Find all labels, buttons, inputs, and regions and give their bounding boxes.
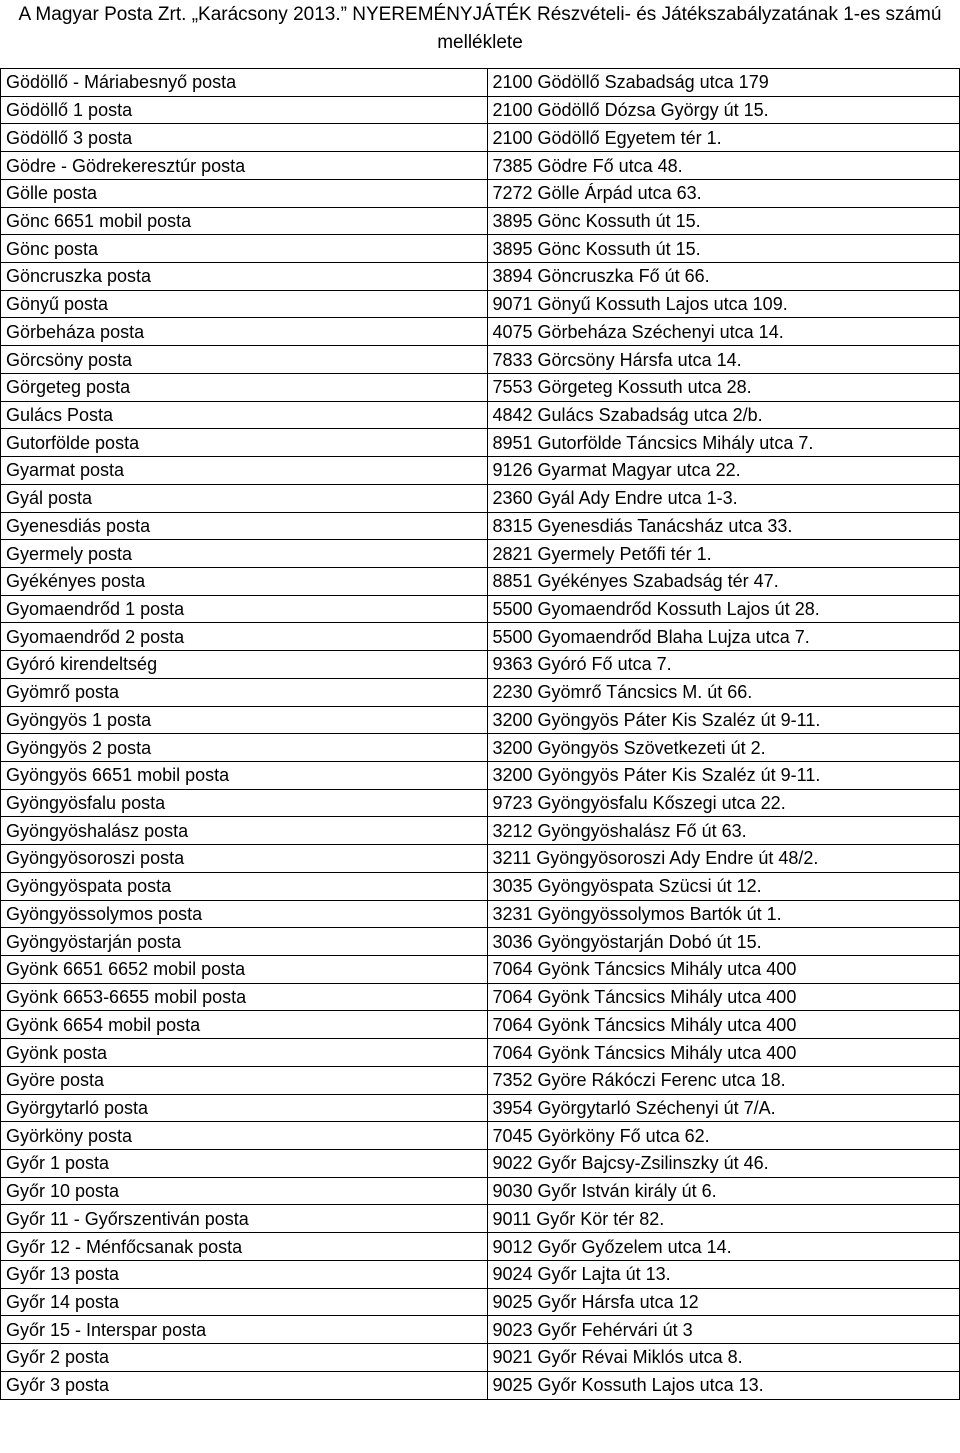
post-office-address: 7833 Görcsöny Hársfa utca 14. — [487, 346, 960, 374]
post-office-address: 2230 Gyömrő Táncsics M. út 66. — [487, 678, 960, 706]
table-row — [1, 1177, 960, 1205]
post-office-name: Győr 15 - Interspar posta — [1, 1316, 488, 1344]
table-row — [1, 1288, 960, 1316]
table-row — [1, 179, 960, 207]
table-row — [1, 235, 960, 263]
post-office-address: 7045 Györköny Fő utca 62. — [487, 1122, 960, 1150]
table-row — [1, 484, 960, 512]
table-row — [1, 1233, 960, 1261]
post-office-name: Gönyű posta — [1, 290, 488, 318]
table-row — [1, 1094, 960, 1122]
post-office-address: 2821 Gyermely Petőfi tér 1. — [487, 540, 960, 568]
post-office-name: Gyermely posta — [1, 540, 488, 568]
table-row — [1, 651, 960, 679]
post-office-name: Gyenesdiás posta — [1, 512, 488, 540]
table-row — [1, 373, 960, 401]
post-office-address: 8315 Gyenesdiás Tanácsház utca 33. — [487, 512, 960, 540]
page-title: A Magyar Posta Zrt. „Karácsony 2013.” NYEREMÉNYJÁTÉK Részvételi- és Játékszabályzatának 1-es számú melléklete — [18, 4, 942, 53]
post-office-name: Gödöllő 1 posta — [1, 96, 488, 124]
table-row — [1, 595, 960, 623]
post-office-name: Gönc posta — [1, 235, 488, 263]
post-office-address: 7272 Gölle Árpád utca 63. — [487, 179, 960, 207]
table-row — [1, 96, 960, 124]
post-office-name: Győr 1 posta — [1, 1150, 488, 1178]
post-office-name: Gyönk 6653-6655 mobil posta — [1, 983, 488, 1011]
table-row — [1, 152, 960, 180]
post-office-address: 9025 Győr Kossuth Lajos utca 13. — [487, 1371, 960, 1399]
post-office-address: 9025 Győr Hársfa utca 12 — [487, 1288, 960, 1316]
table-row — [1, 817, 960, 845]
post-office-name: Gyál posta — [1, 484, 488, 512]
table-row — [1, 678, 960, 706]
post-office-address: 7064 Gyönk Táncsics Mihály utca 400 — [487, 1039, 960, 1067]
post-office-address: 9011 Győr Kör tér 82. — [487, 1205, 960, 1233]
post-office-name: Gödre - Gödrekeresztúr posta — [1, 152, 488, 180]
post-office-address: 9024 Győr Lajta út 13. — [487, 1260, 960, 1288]
table-row — [1, 734, 960, 762]
post-office-address: 5500 Gyomaendrőd Blaha Lujza utca 7. — [487, 623, 960, 651]
post-office-address: 3231 Gyöngyössolymos Bartók út 1. — [487, 900, 960, 928]
post-office-name: Győr 11 - Győrszentiván posta — [1, 1205, 488, 1233]
post-office-name: Gulács Posta — [1, 401, 488, 429]
table-row — [1, 900, 960, 928]
post-office-name: Gölle posta — [1, 179, 488, 207]
post-office-address: 2100 Gödöllő Egyetem tér 1. — [487, 124, 960, 152]
post-office-address: 3895 Gönc Kossuth út 15. — [487, 207, 960, 235]
table-row — [1, 1066, 960, 1094]
post-office-name: Gyomaendrőd 1 posta — [1, 595, 488, 623]
post-office-name: Győr 2 posta — [1, 1344, 488, 1372]
table-row — [1, 401, 960, 429]
post-office-address: 7064 Gyönk Táncsics Mihály utca 400 — [487, 956, 960, 984]
post-office-name: Görcsöny posta — [1, 346, 488, 374]
table-row — [1, 845, 960, 873]
post-office-name: Gyöngyössolymos posta — [1, 900, 488, 928]
post-office-address: 9012 Győr Győzelem utca 14. — [487, 1233, 960, 1261]
post-office-name: Görgeteg posta — [1, 373, 488, 401]
post-office-name: Gyöngyöshalász posta — [1, 817, 488, 845]
post-office-name: Gyarmat posta — [1, 457, 488, 485]
post-office-address: 3954 Györgytarló Széchenyi út 7/A. — [487, 1094, 960, 1122]
post-office-name: Gyönk 6654 mobil posta — [1, 1011, 488, 1039]
post-office-name: Győr 10 posta — [1, 1177, 488, 1205]
post-office-name: Gyöngyöspata posta — [1, 872, 488, 900]
post-office-address: 3895 Gönc Kossuth út 15. — [487, 235, 960, 263]
post-office-name: Gutorfölde posta — [1, 429, 488, 457]
post-office-address: 9126 Gyarmat Magyar utca 22. — [487, 457, 960, 485]
post-office-address: 8951 Gutorfölde Táncsics Mihály utca 7. — [487, 429, 960, 457]
table-row — [1, 318, 960, 346]
post-office-name: Gyóró kirendeltség — [1, 651, 488, 679]
post-office-name: Győr 12 - Ménfőcsanak posta — [1, 1233, 488, 1261]
table-row — [1, 1260, 960, 1288]
post-office-name: Györgytarló posta — [1, 1094, 488, 1122]
post-office-name: Gyönk posta — [1, 1039, 488, 1067]
post-office-address: 3212 Gyöngyöshalász Fő út 63. — [487, 817, 960, 845]
post-office-name: Gyomaendrőd 2 posta — [1, 623, 488, 651]
table-row — [1, 207, 960, 235]
table-row — [1, 1039, 960, 1067]
table-row — [1, 1150, 960, 1178]
table-row — [1, 69, 960, 97]
post-office-address: 3200 Gyöngyös Páter Kis Szaléz út 9-11. — [487, 706, 960, 734]
table-row — [1, 290, 960, 318]
post-office-name: Gyöngyös 1 posta — [1, 706, 488, 734]
post-office-address: 7064 Gyönk Táncsics Mihály utca 400 — [487, 983, 960, 1011]
post-office-address: 9363 Gyóró Fő utca 7. — [487, 651, 960, 679]
table-row — [1, 124, 960, 152]
post-office-name: Gödöllő 3 posta — [1, 124, 488, 152]
table-row — [1, 567, 960, 595]
post-office-name: Győr 14 posta — [1, 1288, 488, 1316]
table-row — [1, 263, 960, 291]
post-office-address: 9022 Győr Bajcsy-Zsilinszky út 46. — [487, 1150, 960, 1178]
post-office-address: 3211 Gyöngyösoroszi Ady Endre út 48/2. — [487, 845, 960, 873]
table-row — [1, 512, 960, 540]
post-office-address: 8851 Gyékényes Szabadság tér 47. — [487, 567, 960, 595]
table-row — [1, 457, 960, 485]
post-office-name: Gyömrő posta — [1, 678, 488, 706]
post-office-address: 7385 Gödre Fő utca 48. — [487, 152, 960, 180]
post-office-name: Görbeháza posta — [1, 318, 488, 346]
table-row — [1, 983, 960, 1011]
post-office-name: Gyönk 6651 6652 mobil posta — [1, 956, 488, 984]
post-office-address: 7352 Györe Rákóczi Ferenc utca 18. — [487, 1066, 960, 1094]
post-office-name: Gyöngyöstarján posta — [1, 928, 488, 956]
table-row — [1, 1371, 960, 1399]
post-office-address: 9023 Győr Fehérvári út 3 — [487, 1316, 960, 1344]
post-office-name: Gyöngyösfalu posta — [1, 789, 488, 817]
post-office-address: 7553 Görgeteg Kossuth utca 28. — [487, 373, 960, 401]
table-row — [1, 761, 960, 789]
table-row — [1, 429, 960, 457]
post-office-name: Gyöngyös 6651 mobil posta — [1, 761, 488, 789]
table-row — [1, 623, 960, 651]
post-office-name: Gönc 6651 mobil posta — [1, 207, 488, 235]
post-office-name: Györe posta — [1, 1066, 488, 1094]
post-office-name: Gyöngyösoroszi posta — [1, 845, 488, 873]
post-office-name: Göncruszka posta — [1, 263, 488, 291]
post-office-address: 3200 Gyöngyös Szövetkezeti út 2. — [487, 734, 960, 762]
post-office-address: 4842 Gulács Szabadság utca 2/b. — [487, 401, 960, 429]
table-row — [1, 872, 960, 900]
post-office-address: 7064 Gyönk Táncsics Mihály utca 400 — [487, 1011, 960, 1039]
post-office-address: 5500 Gyomaendrőd Kossuth Lajos út 28. — [487, 595, 960, 623]
post-office-name: Gyöngyös 2 posta — [1, 734, 488, 762]
table-row — [1, 1344, 960, 1372]
post-office-address: 3035 Gyöngyöspata Szücsi út 12. — [487, 872, 960, 900]
post-office-name: Győr 13 posta — [1, 1260, 488, 1288]
post-office-name: Gödöllő - Máriabesnyő posta — [1, 69, 488, 97]
post-office-name: Györköny posta — [1, 1122, 488, 1150]
table-row — [1, 1122, 960, 1150]
table-row — [1, 1011, 960, 1039]
table-row — [1, 706, 960, 734]
table-row — [1, 1205, 960, 1233]
table-row — [1, 956, 960, 984]
post-office-address: 3200 Gyöngyös Páter Kis Szaléz út 9-11. — [487, 761, 960, 789]
post-office-table-body — [1, 69, 960, 1400]
post-office-address: 2100 Gödöllő Szabadság utca 179 — [487, 69, 960, 97]
post-office-address: 2100 Gödöllő Dózsa György út 15. — [487, 96, 960, 124]
post-office-address: 9021 Győr Révai Miklós utca 8. — [487, 1344, 960, 1372]
post-office-address: 9030 Győr István király út 6. — [487, 1177, 960, 1205]
table-row — [1, 928, 960, 956]
post-office-address: 3894 Göncruszka Fő út 66. — [487, 263, 960, 291]
post-office-name: Győr 3 posta — [1, 1371, 488, 1399]
post-office-address: 9071 Gönyű Kossuth Lajos utca 109. — [487, 290, 960, 318]
post-office-address: 4075 Görbeháza Széchenyi utca 14. — [487, 318, 960, 346]
post-office-address: 3036 Gyöngyöstarján Dobó út 15. — [487, 928, 960, 956]
table-row — [1, 346, 960, 374]
table-row — [1, 540, 960, 568]
post-office-address: 9723 Gyöngyösfalu Kőszegi utca 22. — [487, 789, 960, 817]
table-row — [1, 789, 960, 817]
table-row — [1, 1316, 960, 1344]
post-office-name: Gyékényes posta — [1, 567, 488, 595]
post-office-table — [0, 68, 960, 1400]
post-office-address: 2360 Gyál Ady Endre utca 1-3. — [487, 484, 960, 512]
